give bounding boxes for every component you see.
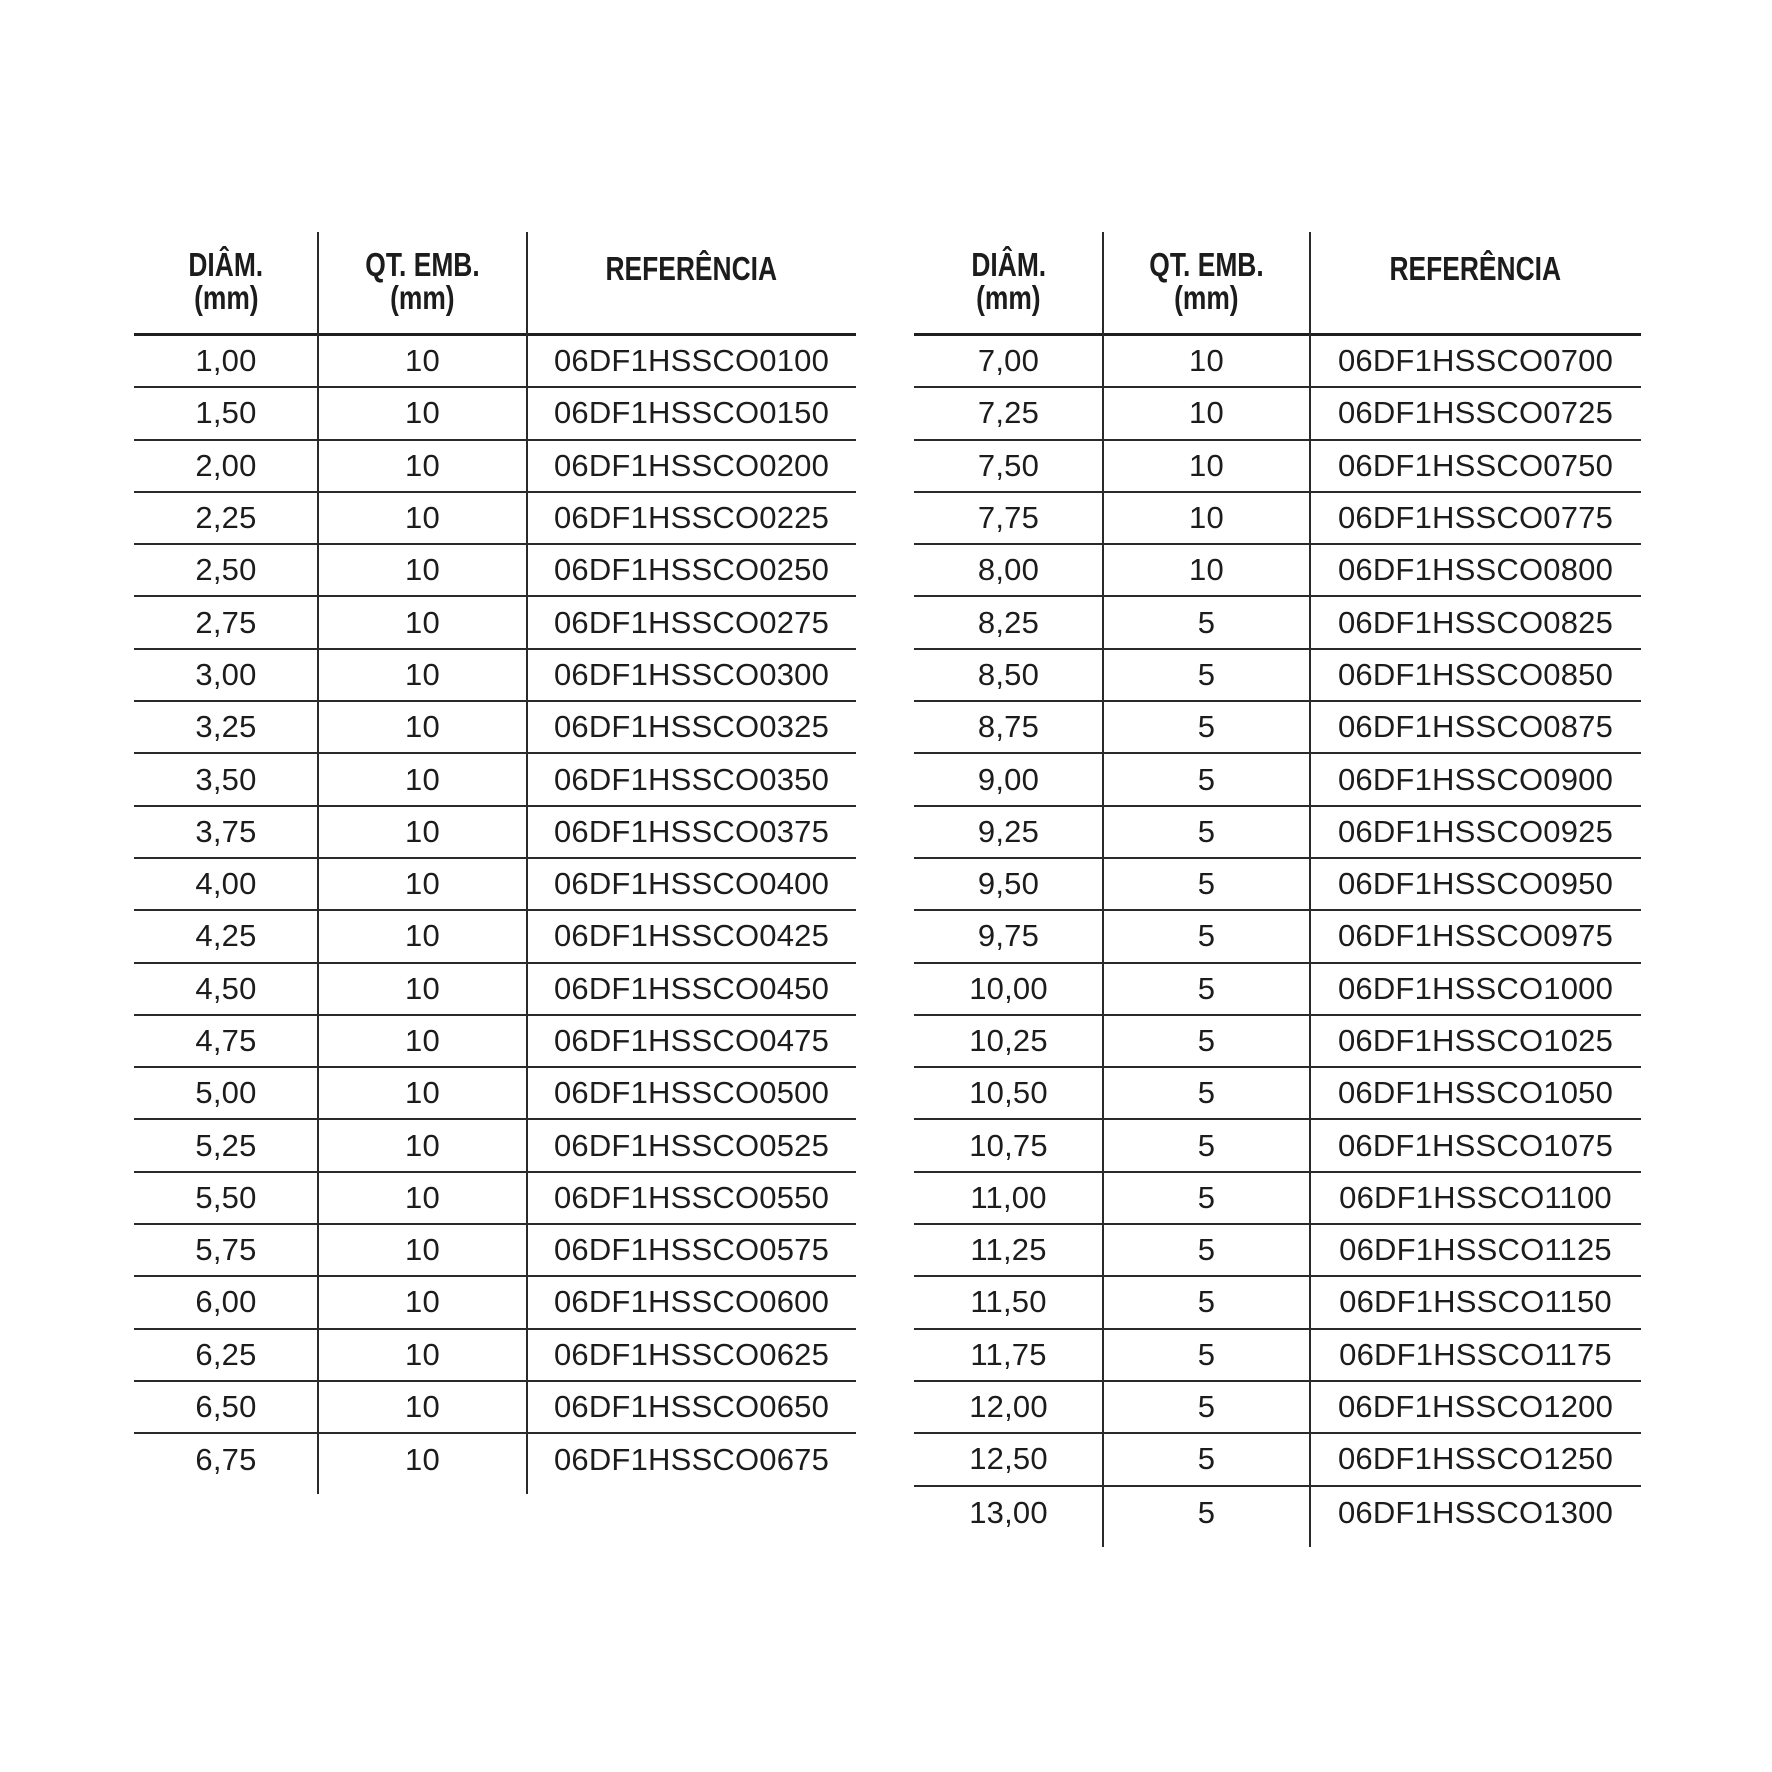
- column-header-diameter-unit: (mm): [976, 279, 1041, 316]
- cell-package-qty: 10: [405, 866, 440, 902]
- cell-package-qty: 10: [1189, 552, 1224, 588]
- table-row: [134, 545, 856, 597]
- cell-diameter: 3,75: [195, 813, 257, 849]
- table-row: [914, 1382, 1641, 1434]
- table-row: [134, 1120, 856, 1172]
- table-row: [914, 388, 1641, 440]
- column-header-package-qty: [1103, 232, 1310, 333]
- cell-diameter: 9,75: [977, 918, 1040, 954]
- column-header-diameter-unit: (mm): [193, 279, 259, 316]
- cell-reference: 06DF1HSSCO1025: [1337, 1023, 1614, 1058]
- cell-package-qty: 10: [405, 343, 440, 379]
- cell-package-qty: 5: [1197, 970, 1216, 1006]
- table-row: [914, 1330, 1641, 1382]
- cell-package-qty: 10: [1189, 447, 1224, 483]
- table-row: [134, 1225, 856, 1277]
- cell-reference: 06DF1HSSCO0675: [553, 1442, 830, 1478]
- table-row: [914, 964, 1641, 1016]
- cell-reference: 06DF1HSSCO0975: [1337, 918, 1614, 954]
- cell-reference: 06DF1HSSCO1125: [1339, 1232, 1612, 1268]
- column-header-package-qty-label: QT. EMB.: [1149, 246, 1264, 283]
- table-row: [914, 1487, 1641, 1539]
- cell-reference: 06DF1HSSCO0950: [1337, 866, 1614, 902]
- cell-reference: 06DF1HSSCO0325: [553, 709, 830, 745]
- cell-package-qty: 10: [1189, 395, 1224, 431]
- cell-diameter: 4,75: [195, 1023, 257, 1058]
- cell-diameter: 4,00: [195, 866, 257, 902]
- cell-reference: 06DF1HSSCO0300: [553, 656, 830, 692]
- cell-reference: 06DF1HSSCO0375: [553, 813, 830, 849]
- cell-diameter: 2,25: [195, 500, 257, 536]
- cell-reference: 06DF1HSSCO0700: [1337, 343, 1614, 379]
- cell-reference: 06DF1HSSCO0750: [1337, 447, 1614, 483]
- column-header-diameter-label: DIÂM.: [971, 246, 1046, 283]
- cell-package-qty: 10: [405, 1284, 440, 1320]
- cell-reference: 06DF1HSSCO0150: [553, 395, 830, 431]
- cell-diameter: 6,25: [195, 1336, 257, 1372]
- cell-diameter: 8,00: [977, 552, 1040, 588]
- cell-package-qty: 5: [1197, 1023, 1216, 1058]
- cell-package-qty: 5: [1197, 709, 1216, 745]
- cell-reference: 06DF1HSSCO0225: [553, 500, 830, 536]
- table-row: [914, 911, 1641, 963]
- cell-package-qty: 10: [405, 1075, 440, 1111]
- cell-package-qty: 10: [405, 709, 440, 745]
- table-row: [134, 1016, 856, 1068]
- table-row: [914, 441, 1641, 493]
- cell-diameter: 3,00: [195, 656, 257, 692]
- cell-diameter: 4,50: [195, 970, 257, 1006]
- table-row: [134, 1068, 856, 1120]
- cell-package-qty: 10: [405, 552, 440, 588]
- cell-package-qty: 10: [405, 1127, 440, 1163]
- table-row: [914, 597, 1641, 649]
- cell-diameter: 11,50: [970, 1284, 1047, 1320]
- cell-reference: 06DF1HSSCO0650: [553, 1389, 830, 1425]
- cell-reference: 06DF1HSSCO0500: [553, 1075, 830, 1111]
- cell-package-qty: 10: [405, 500, 440, 536]
- cell-diameter: 9,00: [977, 761, 1040, 797]
- cell-package-qty: 10: [405, 1442, 440, 1478]
- table-body: [134, 336, 856, 1487]
- cell-diameter: 8,75: [977, 709, 1040, 745]
- cell-reference: 06DF1HSSCO0800: [1337, 552, 1614, 588]
- cell-diameter: 11,25: [970, 1232, 1047, 1268]
- cell-package-qty: 10: [405, 604, 440, 640]
- table-row: [914, 1016, 1641, 1068]
- table-row: [134, 1173, 856, 1225]
- table-row: [914, 1120, 1641, 1172]
- column-divider: [1102, 232, 1104, 1547]
- cell-reference: 06DF1HSSCO0575: [553, 1232, 830, 1268]
- cell-package-qty: 10: [405, 918, 440, 954]
- cell-package-qty: 5: [1197, 1336, 1216, 1372]
- table-header: [914, 232, 1641, 336]
- column-header-package-qty: [318, 232, 527, 333]
- cell-reference: 06DF1HSSCO1000: [1337, 970, 1614, 1006]
- cell-package-qty: 10: [1189, 343, 1224, 379]
- cell-diameter: 8,50: [977, 656, 1040, 692]
- table-row: [134, 388, 856, 440]
- cell-reference: 06DF1HSSCO0625: [553, 1336, 830, 1372]
- table-row: [134, 1382, 856, 1434]
- table-row: [134, 1330, 856, 1382]
- column-header-reference-label: REFERÊNCIA: [1389, 250, 1562, 287]
- cell-reference: 06DF1HSSCO0250: [553, 552, 830, 588]
- cell-package-qty: 10: [405, 761, 440, 797]
- cell-package-qty: 5: [1197, 1075, 1216, 1111]
- cell-package-qty: 10: [405, 1232, 440, 1268]
- table-row: [914, 859, 1641, 911]
- cell-diameter: 7,50: [977, 447, 1040, 483]
- cell-reference: 06DF1HSSCO0825: [1337, 604, 1614, 640]
- table-row: [914, 1173, 1641, 1225]
- table-row: [134, 859, 856, 911]
- cell-package-qty: 5: [1197, 761, 1216, 797]
- table-row: [914, 1225, 1641, 1277]
- cell-package-qty: 10: [405, 813, 440, 849]
- cell-diameter: 9,25: [977, 813, 1040, 849]
- cell-reference: 06DF1HSSCO0850: [1337, 656, 1614, 692]
- cell-package-qty: 5: [1197, 656, 1216, 692]
- cell-package-qty: 5: [1197, 1232, 1216, 1268]
- cell-diameter: 10,00: [969, 970, 1048, 1006]
- table-row: [914, 545, 1641, 597]
- table-row: [134, 597, 856, 649]
- cell-diameter: 1,00: [195, 343, 257, 379]
- table-row: [134, 807, 856, 859]
- table-row: [914, 1277, 1641, 1329]
- table-row: [134, 493, 856, 545]
- table-row: [134, 754, 856, 806]
- cell-diameter: 10,50: [969, 1075, 1048, 1111]
- cell-diameter: 8,25: [977, 604, 1040, 640]
- cell-reference: 06DF1HSSCO0450: [553, 970, 830, 1006]
- column-divider: [317, 232, 319, 1494]
- cell-diameter: 2,00: [195, 447, 257, 483]
- cell-reference: 06DF1HSSCO0725: [1337, 395, 1614, 431]
- cell-diameter: 2,50: [195, 552, 257, 588]
- cell-package-qty: 10: [1189, 500, 1224, 536]
- table-row: [914, 807, 1641, 859]
- table-header: [134, 232, 856, 336]
- cell-package-qty: 10: [405, 656, 440, 692]
- column-header-reference: [527, 232, 856, 333]
- cell-diameter: 4,25: [195, 918, 257, 954]
- cell-reference: 06DF1HSSCO0925: [1337, 813, 1614, 849]
- table-row: [914, 650, 1641, 702]
- cell-package-qty: 5: [1197, 1494, 1216, 1530]
- cell-reference: 06DF1HSSCO0900: [1337, 761, 1614, 797]
- cell-reference: 06DF1HSSCO0275: [553, 604, 830, 640]
- cell-package-qty: 5: [1197, 1389, 1216, 1425]
- cell-diameter: 6,75: [195, 1442, 257, 1478]
- cell-package-qty: 10: [405, 1336, 440, 1372]
- cell-diameter: 10,25: [969, 1023, 1048, 1058]
- column-divider: [1309, 232, 1311, 1547]
- cell-diameter: 11,75: [970, 1336, 1047, 1372]
- cell-diameter: 10,75: [969, 1127, 1048, 1163]
- cell-package-qty: 5: [1197, 813, 1216, 849]
- cell-diameter: 5,00: [195, 1075, 257, 1111]
- cell-package-qty: 10: [405, 447, 440, 483]
- cell-package-qty: 10: [405, 1389, 440, 1425]
- table-row: [134, 702, 856, 754]
- column-divider: [526, 232, 528, 1494]
- table-row: [914, 1068, 1641, 1120]
- cell-package-qty: 10: [405, 395, 440, 431]
- cell-reference: 06DF1HSSCO0525: [553, 1127, 830, 1163]
- cell-diameter: 7,75: [977, 500, 1040, 536]
- cell-package-qty: 5: [1197, 1179, 1216, 1215]
- cell-reference: 06DF1HSSCO1175: [1339, 1336, 1612, 1372]
- column-header-diameter: [134, 232, 318, 333]
- cell-package-qty: 5: [1197, 1441, 1216, 1477]
- cell-diameter: 13,00: [969, 1494, 1048, 1530]
- cell-package-qty: 5: [1197, 918, 1216, 954]
- table-row: [914, 1434, 1641, 1486]
- column-header-reference-label: REFERÊNCIA: [605, 250, 778, 287]
- table-row: [134, 650, 856, 702]
- cell-package-qty: 10: [405, 1023, 440, 1058]
- table-row: [134, 1277, 856, 1329]
- cell-diameter: 6,00: [195, 1284, 257, 1320]
- cell-reference: 06DF1HSSCO1150: [1339, 1284, 1612, 1320]
- cell-reference: 06DF1HSSCO1250: [1337, 1441, 1614, 1477]
- column-header-reference: [1310, 232, 1641, 333]
- cell-diameter: 6,50: [195, 1389, 257, 1425]
- cell-reference: 06DF1HSSCO0350: [553, 761, 830, 797]
- column-header-package-qty-label: QT. EMB.: [365, 246, 480, 283]
- drill-reference-table-right: [914, 232, 1641, 1539]
- cell-package-qty: 5: [1197, 866, 1216, 902]
- cell-package-qty: 10: [405, 970, 440, 1006]
- cell-reference: 06DF1HSSCO0550: [553, 1179, 830, 1215]
- cell-diameter: 3,25: [195, 709, 257, 745]
- cell-reference: 06DF1HSSCO1100: [1339, 1179, 1612, 1215]
- table-row: [134, 336, 856, 388]
- table-row: [914, 336, 1641, 388]
- column-header-diameter: [914, 232, 1103, 333]
- cell-diameter: 5,25: [195, 1127, 257, 1163]
- cell-package-qty: 10: [405, 1179, 440, 1215]
- cell-diameter: 2,75: [195, 604, 257, 640]
- cell-reference: 06DF1HSSCO0100: [553, 343, 830, 379]
- cell-reference: 06DF1HSSCO0775: [1337, 500, 1614, 536]
- cell-reference: 06DF1HSSCO1075: [1337, 1127, 1614, 1163]
- cell-diameter: 5,50: [195, 1179, 257, 1215]
- cell-diameter: 7,00: [977, 343, 1040, 379]
- cell-diameter: 1,50: [195, 395, 257, 431]
- cell-reference: 06DF1HSSCO1200: [1337, 1389, 1614, 1425]
- table-row: [134, 1434, 856, 1486]
- table-row: [914, 754, 1641, 806]
- cell-diameter: 5,75: [195, 1232, 257, 1268]
- table-row: [134, 911, 856, 963]
- cell-reference: 06DF1HSSCO1300: [1337, 1494, 1614, 1530]
- cell-package-qty: 5: [1197, 604, 1216, 640]
- cell-diameter: 9,50: [977, 866, 1040, 902]
- table-row: [914, 493, 1641, 545]
- cell-diameter: 12,00: [969, 1389, 1048, 1425]
- table-row: [134, 441, 856, 493]
- cell-package-qty: 5: [1197, 1284, 1216, 1320]
- cell-diameter: 3,50: [195, 761, 257, 797]
- cell-diameter: 12,50: [969, 1441, 1048, 1477]
- cell-reference: 06DF1HSSCO0400: [553, 866, 830, 902]
- column-header-package-qty-unit: (mm): [390, 279, 455, 316]
- table-body: [914, 336, 1641, 1539]
- column-header-package-qty-unit: (mm): [1174, 279, 1239, 316]
- cell-reference: 06DF1HSSCO0875: [1337, 709, 1614, 745]
- cell-diameter: 7,25: [977, 395, 1040, 431]
- cell-reference: 06DF1HSSCO1050: [1337, 1075, 1614, 1111]
- column-header-diameter-label: DIÂM.: [188, 246, 264, 283]
- cell-package-qty: 5: [1197, 1127, 1216, 1163]
- table-row: [914, 702, 1641, 754]
- table-row: [134, 964, 856, 1016]
- cell-reference: 06DF1HSSCO0600: [553, 1284, 830, 1320]
- cell-reference: 06DF1HSSCO0425: [553, 918, 830, 954]
- cell-reference: 06DF1HSSCO0200: [553, 447, 830, 483]
- cell-diameter: 11,00: [970, 1179, 1047, 1215]
- cell-reference: 06DF1HSSCO0475: [553, 1023, 830, 1058]
- drill-reference-table-left: [134, 232, 856, 1487]
